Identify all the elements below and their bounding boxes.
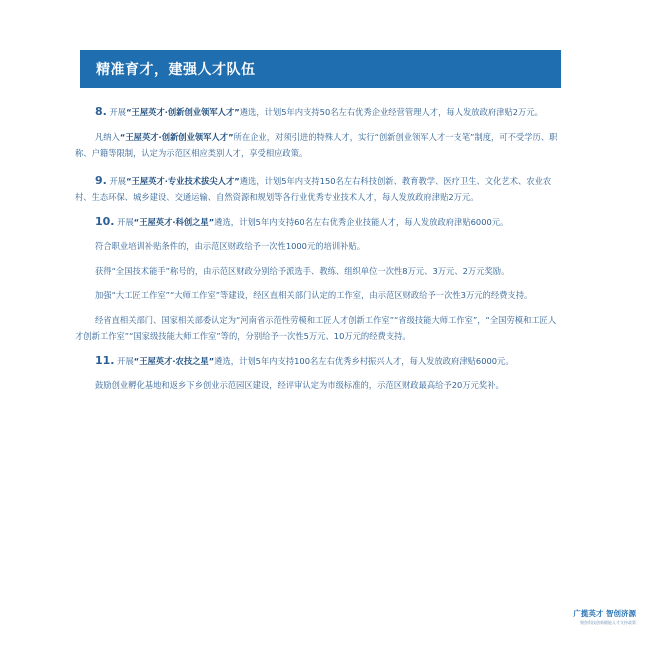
- item-lead: 凡纳入: [95, 131, 120, 142]
- item-number: 11.: [95, 353, 115, 367]
- item-text: 所在企业，对须引进的特殊人才，实行“创新创业领军人才一支笔”制度，可不受学历、职称、户籍等限制，认定为示范区相应类别人才，享受相应政策。: [75, 131, 558, 158]
- policy-paragraph: 获得“全国技术能手”称号的，由示范区财政分别给予派选手、教练、组织单位一次性8万元、3万元、2万元奖励。: [95, 265, 510, 276]
- policy-item-10: [75, 214, 562, 231]
- policy-paragraph: [75, 129, 562, 162]
- program-name: “王屋英才·农技之星”: [133, 355, 215, 366]
- program-name: “王屋英才·科创之星”: [133, 216, 215, 227]
- policy-content: [75, 93, 562, 402]
- policy-paragraph: 符合职业培训补贴条件的，由示范区财政给予一次性1000元的培训补贴。: [95, 241, 366, 251]
- footer-slogan-text: 广揽英才 智创济源: [573, 609, 636, 618]
- item-number: 10.: [95, 214, 115, 228]
- item-number: 9.: [95, 173, 107, 187]
- item-text: 遴选，计划5年内支持100名左右优秀乡村振兴人才，每人发放政府津贴6000元。: [214, 355, 514, 366]
- policy-paragraph: 鼓励创业孵化基地和返乡下乡创业示范园区建设，经评审认定为市级标准的，示范区财政最高给予20万元奖补。: [95, 380, 504, 390]
- section-title: 精准育才，建强人才队伍: [96, 62, 256, 78]
- program-name: “王屋英才·创新创业领军人才”: [126, 107, 240, 117]
- item-text: 遴选，计划5年内支持60名左右优秀企业技能人才，每人发放政府津贴6000元。: [214, 216, 509, 227]
- policy-item-8: [75, 104, 562, 121]
- item-number: 8.: [95, 105, 107, 118]
- item-lead: 开展: [109, 107, 127, 117]
- program-name: “王屋英才·专业技术拔尖人才”: [126, 175, 240, 186]
- footer-subtitle: 聚焦科技创新赋能人才支持政策: [580, 620, 636, 625]
- item-lead: 开展: [109, 175, 127, 186]
- policy-paragraph: 经省直相关部门、国家相关部委认定为“河南省示范性劳模和工匠人才创新工作室”“省级技能大师工作室”，“全国劳模和工匠人才创新工作室”“国家级技能大师工作室”等的，分别给予一次性5万元、10万元的经费支持。: [75, 314, 557, 341]
- program-name: “王屋英才·创新创业领军人才”: [119, 131, 234, 142]
- section-banner: [80, 50, 561, 88]
- policy-paragraph: 加强“大工匠工作室”“大师工作室”等建设，经区直相关部门认定的工作室，由示范区财政给予一次性3万元的经费支持。: [95, 290, 533, 300]
- policy-item-9: [75, 173, 562, 206]
- item-text: 遴选，计划5年内支持50名左右优秀企业经营管理人才，每人发放政府津贴2万元。: [239, 107, 543, 117]
- footer-slogan: [573, 608, 636, 626]
- policy-item-11: [75, 353, 562, 370]
- item-text: 遴选，计划5年内支持150名左右科技创新、教育教学、医疗卫生、文化艺术、农业农村、生态环保、城乡建设、交通运输、自然资源和规划等各行业优秀专业技术人才，每人发放政府津贴2万元。: [75, 175, 552, 202]
- item-lead: 开展: [117, 216, 134, 227]
- item-lead: 开展: [117, 355, 134, 366]
